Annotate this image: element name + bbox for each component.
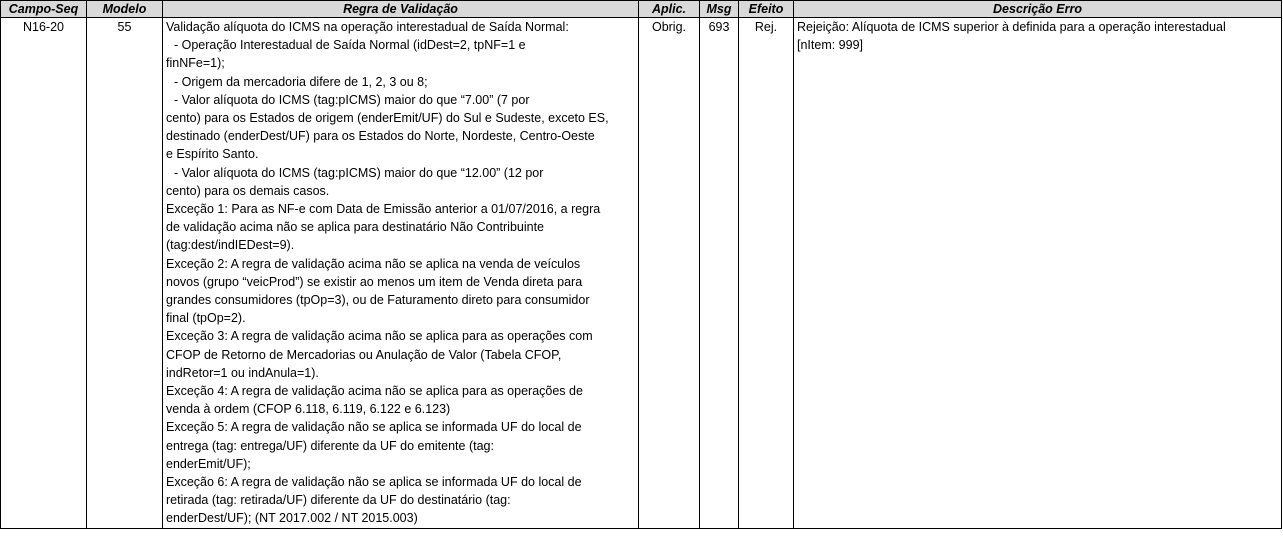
rule-line: entrega (tag: entrega/UF) diferente da UF do emitente (tag: (166, 438, 494, 453)
rule-line: indRetor=1 ou indAnula=1). (166, 365, 319, 380)
rule-line: cento) para os Estados de origem (enderEmit/UF) do Sul e Sudeste, exceto ES, (166, 111, 609, 126)
rule-line: - Valor alíquota do ICMS (tag:pICMS) maior do que “7.00” (7 por (174, 92, 530, 107)
cell-descricao-erro (794, 18, 1282, 529)
rule-line: Exceção 4: A regra de validação acima não se aplica para as operações de (166, 384, 583, 399)
descricao-line: Rejeição: Alíquota de ICMS superior à definida para a operação interestadual (797, 20, 1226, 34)
rule-line: final (tpOp=2). (166, 311, 246, 326)
header-campo-seq: Campo-Seq (1, 1, 87, 18)
rule-line: Exceção 6: A regra de validação não se aplica se informada UF do local de (166, 475, 582, 490)
rule-line: de validação acima não se aplica para destinatário Não Contribuinte (166, 220, 545, 235)
cell-modelo: 55 (87, 18, 163, 529)
table-header (1, 1, 1282, 18)
rule-line: Exceção 5: A regra de validação não se aplica se informada UF do local de (166, 420, 582, 435)
cell-campo-seq: N16-20 (1, 18, 87, 529)
rule-line: destinado (enderDest/UF) para os Estados do Norte, Nordeste, Centro-Oeste (166, 129, 595, 144)
rule-line: - Valor alíquota do ICMS (tag:pICMS) maior do que “12.00” (12 por (174, 165, 544, 180)
table-row (1, 18, 1282, 529)
rule-line: enderEmit/UF); (166, 456, 251, 471)
header-regra-validacao: Regra de Validação (163, 1, 639, 18)
rule-line: grandes consumidores (tpOp=3), ou de Faturamento direto para consumidor (166, 293, 590, 308)
header-aplic: Aplic. (639, 1, 700, 18)
rule-line: Exceção 3: A regra de validação acima não se aplica para as operações com (166, 329, 593, 344)
rule-line: finNFe=1); (166, 56, 225, 71)
header-efeito: Efeito (739, 1, 794, 18)
header-row (1, 1, 1282, 18)
rule-line: novos (grupo “veicProd”) se existir ao menos um item de Venda direta para (166, 274, 583, 289)
header-descricao-erro: Descrição Erro (794, 1, 1282, 18)
rule-line: - Operação Interestadual de Saída Normal (idDest=2, tpNF=1 e (174, 38, 526, 53)
descricao-line: [nItem: 999] (797, 38, 864, 53)
rule-line: CFOP de Retorno de Mercadorias ou Anulação de Valor (Tabela CFOP, (166, 347, 562, 362)
rule-line: retirada (tag: retirada/UF) diferente da UF do destinatário (tag: (166, 493, 511, 508)
rule-line: (tag:dest/indIEDest=9). (166, 238, 295, 253)
rule-line: cento) para os demais casos. (166, 183, 330, 198)
rule-line: venda à ordem (CFOP 6.118, 6.119, 6.122 e 6.123) (166, 402, 451, 417)
rule-line: Validação alíquota do ICMS na operação interestadual de Saída Normal: (166, 20, 569, 34)
header-msg: Msg (700, 1, 739, 18)
rule-line: Exceção 2: A regra de validação acima não se aplica na venda de veículos (166, 256, 581, 271)
rule-line: enderDest/UF); (NT 2017.002 / NT 2015.003) (166, 511, 418, 526)
cell-aplic: Obrig. (639, 18, 700, 529)
cell-msg: 693 (700, 18, 739, 529)
rule-line: e Espírito Santo. (166, 147, 259, 162)
cell-efeito: Rej. (739, 18, 794, 529)
rule-line: Exceção 1: Para as NF-e com Data de Emissão anterior a 01/07/2016, a regra (166, 202, 601, 217)
header-modelo: Modelo (87, 1, 163, 18)
cell-regra-validacao (163, 18, 639, 529)
rule-line: - Origem da mercadoria difere de 1, 2, 3 ou 8; (174, 74, 428, 89)
